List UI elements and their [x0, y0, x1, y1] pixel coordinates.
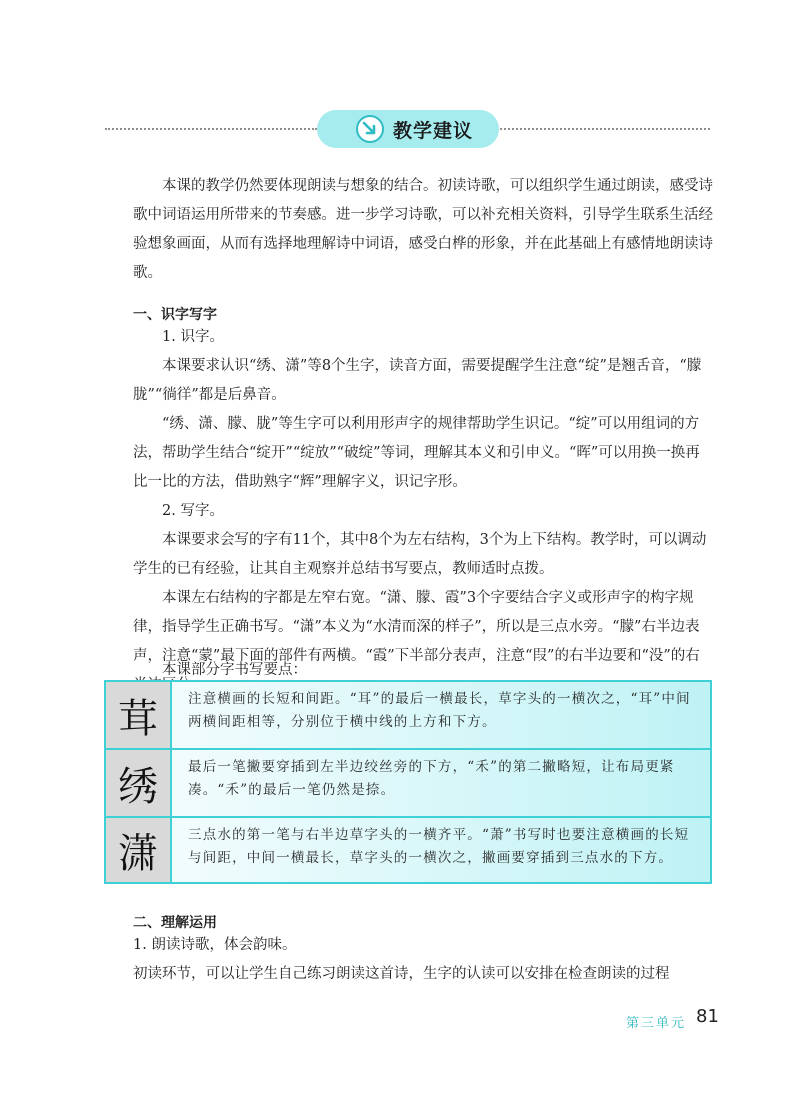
section2-sub1: 1. 朗读诗歌，体会韵味。	[133, 937, 297, 953]
page-title: 教学建议	[393, 119, 474, 142]
table-row	[106, 682, 710, 748]
table-row	[106, 818, 710, 882]
table-char: 茸	[106, 682, 170, 748]
section1-sub2: 2. 写字。	[162, 503, 224, 519]
header-dotted-line-left	[105, 128, 317, 130]
section2-paragraph-1: 初读环节，可以让学生自己练习朗读这首诗，生字的认读可以安排在检查朗读的过程	[133, 966, 670, 982]
table-desc: 最后一笔撇要穿插到左半边绞丝旁的下方，“禾”的第二撇略短，让布局更紧凑。“禾”的最后一笔仍然是捺。	[170, 750, 710, 816]
table-desc: 注意横画的长短和间距。“耳”的最后一横最长，草字头的一横次之，“耳”中间两横间距相等，分别位于横中线的上方和下方。	[170, 682, 710, 748]
arrow-circle-icon	[355, 114, 385, 144]
section1-paragraph-2: “绣、潇、朦、胧”等生字可以利用形声字的规律帮助学生识记。“绽”可以用组词的方法，帮助学生结合“绽开”“绽放”“破绽”等词，理解其本义和引申义。“晖”可以用换一换再比一比的方法，借助熟字“辉”理解字义，识记字形。	[133, 416, 700, 490]
intro-paragraph: 本课的教学仍然要体现朗读与想象的结合。初读诗歌，可以组织学生通过朗读，感受诗歌中词语运用所带来的节奏感。进一步学习诗歌，可以补充相关资料，引导学生联系生活经验想象画面，从而有选择地理解诗中词语，感受白桦的形象，并在此基础上有感情地朗读诗歌。	[133, 178, 713, 281]
section1-heading: 一、识字写字	[133, 307, 217, 323]
writing-tips-table	[104, 680, 712, 884]
section2-heading: 二、理解运用	[133, 915, 217, 931]
section-badge	[317, 110, 499, 148]
table-row	[106, 750, 710, 816]
header-dotted-line-right	[500, 128, 710, 130]
page-number: 81	[696, 1006, 719, 1027]
table-desc: 三点水的第一笔与右半边草字头的一横齐平。“萧”书写时也要注意横画的长短与间距，中间一横最长，草字头的一横次之，撇画要穿插到三点水的下方。	[170, 818, 710, 882]
section1-paragraph-5: 本课部分字书写要点：	[162, 662, 307, 678]
section1-paragraph-3: 本课要求会写的字有11个，其中8个为左右结构，3个为上下结构。教学时，可以调动学生的已有经验，让其自主观察并总结书写要点，教师适时点拨。	[133, 532, 707, 577]
section1-paragraph-4: 本课左右结构的字都是左窄右宽。“潇、朦、霞”3个字要结合字义或形声字的构字规律，指导学生正确书写。“潇”本义为“水清而深的样子”，所以是三点水旁。“朦”右半边表声，注意“蒙”最下面的部件有两横。“霞”下半部分表声，注意“叚”的右半边要和“没”的右	[133, 590, 700, 664]
section1-paragraph-1: 本课要求认识“绣、潇”等8个生字，读音方面，需要提醒学生注意“绽”是翘舌音，“朦胧”“徜徉”都是后鼻音。	[133, 358, 702, 403]
table-char: 潇	[106, 818, 170, 882]
table-char: 绣	[106, 750, 170, 816]
section1-sub1: 1. 识字。	[162, 329, 224, 345]
footer-unit-label: 第三单元	[626, 1016, 687, 1031]
